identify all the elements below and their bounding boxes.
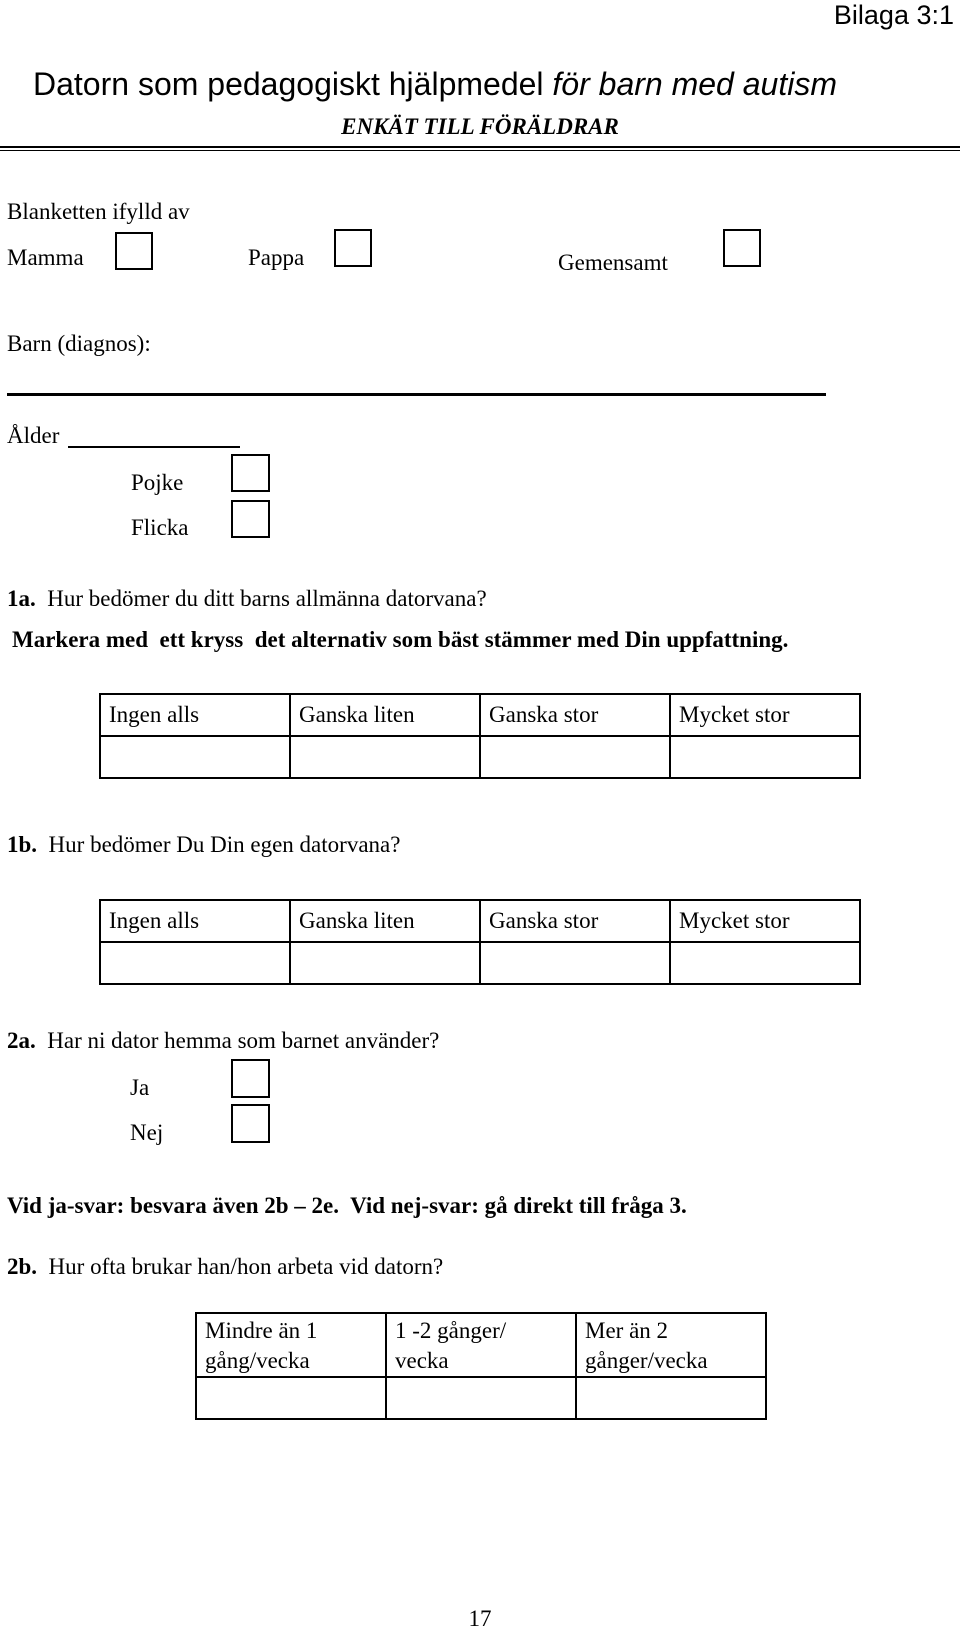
flicka-checkbox[interactable] <box>231 500 270 538</box>
q2b-option-1-line2: gång/vecka <box>205 1348 310 1373</box>
mamma-checkbox[interactable] <box>115 232 153 270</box>
q2b-option-1-line1: Mindre än 1 <box>205 1318 318 1343</box>
header-rule-bottom <box>0 150 960 151</box>
gemensamt-label: Gemensamt <box>558 250 668 275</box>
question-2b-number: 2b. <box>7 1254 38 1279</box>
q2b-answer-2[interactable] <box>386 1377 576 1419</box>
appendix-label: Bilaga 3:1 <box>833 0 954 30</box>
question-1a-instruction: Markera med ett kryss det alternativ som bäst stämmer med Din uppfattning. <box>12 627 789 652</box>
q1a-option-ingen-alls: Ingen alls <box>100 694 290 736</box>
q2b-option-3-line1: Mer än 2 <box>585 1318 669 1343</box>
pojke-checkbox[interactable] <box>231 454 270 492</box>
q2b-option-2-line2: vecka <box>395 1348 449 1373</box>
q1b-answer-ganska-liten[interactable] <box>290 942 480 984</box>
q1a-answer-ganska-liten[interactable] <box>290 736 480 778</box>
flicka-label: Flicka <box>131 515 189 540</box>
routing-instruction: Vid ja-svar: besvara även 2b – 2e. Vid nej-svar: gå direkt till fråga 3. <box>7 1193 687 1218</box>
page-title <box>33 66 837 103</box>
q1b-answer-ganska-stor[interactable] <box>480 942 670 984</box>
q1b-options-table <box>99 899 861 985</box>
q1a-answer-mycket-stor[interactable] <box>670 736 860 778</box>
title-regular: Datorn som pedagogiskt hjälpmedel <box>33 66 553 102</box>
ja-checkbox[interactable] <box>231 1059 270 1098</box>
question-2a <box>7 1028 439 1054</box>
diagnosis-answer-line[interactable] <box>7 393 826 396</box>
ja-label: Ja <box>130 1075 150 1100</box>
q1a-answer-ganska-stor[interactable] <box>480 736 670 778</box>
q2b-option-2-line1: 1 -2 gånger/ <box>395 1318 507 1343</box>
question-1b-text: Hur bedömer Du Din egen datorvana? <box>48 832 401 857</box>
title-italic: för barn med autism <box>552 66 837 102</box>
q2b-option-1 <box>196 1313 386 1377</box>
filled-by-label: Blanketten ifylld av <box>7 199 190 224</box>
question-2b-text: Hur ofta brukar han/hon arbeta vid datorn? <box>48 1254 444 1279</box>
q1b-option-ingen-alls: Ingen alls <box>100 900 290 942</box>
q1a-option-ganska-stor: Ganska stor <box>480 694 670 736</box>
nej-label: Nej <box>130 1120 164 1145</box>
gemensamt-checkbox[interactable] <box>723 229 761 267</box>
page-subtitle: ENKÄT TILL FÖRÄLDRAR <box>341 114 619 139</box>
pappa-label: Pappa <box>248 245 305 270</box>
q1b-option-ganska-stor: Ganska stor <box>480 900 670 942</box>
q1b-option-mycket-stor: Mycket stor <box>670 900 860 942</box>
question-1a <box>7 586 487 612</box>
nej-checkbox[interactable] <box>231 1104 270 1143</box>
q1a-options-table <box>99 693 861 779</box>
question-1a-number: 1a. <box>7 586 36 611</box>
pojke-label: Pojke <box>131 470 184 495</box>
question-2b <box>7 1254 443 1280</box>
diagnosis-label: Barn (diagnos): <box>7 331 151 356</box>
q1a-option-mycket-stor: Mycket stor <box>670 694 860 736</box>
question-1a-text: Hur bedömer du ditt barns allmänna datorvana? <box>47 586 487 611</box>
q2b-answer-1[interactable] <box>196 1377 386 1419</box>
page-number: 17 <box>468 1606 492 1631</box>
q2b-option-3-line2: gånger/vecka <box>585 1348 708 1373</box>
mamma-label: Mamma <box>7 245 84 270</box>
question-2a-number: 2a. <box>7 1028 36 1053</box>
q1a-answer-ingen-alls[interactable] <box>100 736 290 778</box>
question-2a-text: Har ni dator hemma som barnet använder? <box>47 1028 440 1053</box>
q1b-option-ganska-liten: Ganska liten <box>290 900 480 942</box>
header-rule-top <box>0 146 960 148</box>
age-answer-line[interactable] <box>68 446 240 448</box>
q2b-options-table <box>195 1312 767 1420</box>
q1b-answer-ingen-alls[interactable] <box>100 942 290 984</box>
pappa-checkbox[interactable] <box>334 229 372 267</box>
q2b-option-3 <box>576 1313 766 1377</box>
question-1b <box>7 832 400 858</box>
q1b-answer-mycket-stor[interactable] <box>670 942 860 984</box>
q2b-option-2 <box>386 1313 576 1377</box>
age-label: Ålder <box>7 423 60 448</box>
q1a-option-ganska-liten: Ganska liten <box>290 694 480 736</box>
question-1b-number: 1b. <box>7 832 38 857</box>
q2b-answer-3[interactable] <box>576 1377 766 1419</box>
